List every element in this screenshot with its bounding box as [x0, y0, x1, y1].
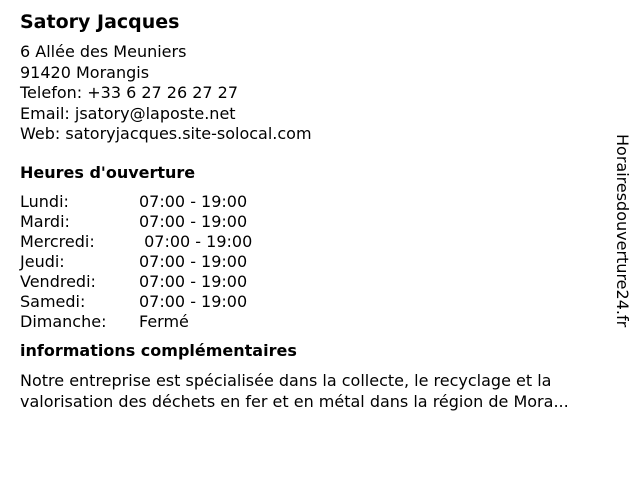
hours-day: Vendredi:	[20, 271, 96, 291]
address-block	[20, 42, 610, 145]
email-line: Email: jsatory@laposte.net	[20, 103, 236, 123]
opening-hours-heading: Heures d'ouverture	[20, 162, 196, 182]
hours-day: Mardi:	[20, 211, 70, 231]
hours-time: 07:00 - 19:00	[139, 191, 248, 211]
hours-day: Mercredi:	[20, 231, 95, 251]
hours-day: Lundi:	[20, 191, 69, 211]
business-name: Satory Jacques	[20, 11, 180, 33]
opening-hours-table	[20, 192, 252, 332]
additional-info-heading: informations complémentaires	[20, 340, 297, 360]
hours-row	[20, 232, 252, 252]
hours-time: Fermé	[139, 311, 189, 331]
hours-row	[20, 212, 252, 232]
hours-row	[20, 292, 252, 312]
street-address: 6 Allée des Meuniers	[20, 42, 187, 61]
hours-time: 07:00 - 19:00	[139, 251, 248, 271]
hours-time: 07:00 - 19:00	[139, 231, 253, 251]
city-postcode: 91420 Morangis	[20, 62, 150, 82]
hours-row	[20, 192, 252, 212]
hours-day: Samedi:	[20, 291, 86, 311]
site-watermark: Horairesdouverture24.fr	[613, 134, 632, 328]
hours-row	[20, 312, 252, 332]
business-card	[20, 8, 610, 412]
hours-time: 07:00 - 19:00	[139, 271, 248, 291]
hours-day: Dimanche:	[20, 311, 107, 331]
hours-row	[20, 272, 252, 292]
web-line: Web: satoryjacques.site-solocal.com	[20, 124, 312, 143]
hours-time: 07:00 - 19:00	[139, 291, 248, 311]
hours-day: Jeudi:	[20, 251, 65, 271]
hours-row	[20, 252, 252, 272]
phone-line: Telefon: +33 6 27 26 27 27	[20, 83, 239, 102]
additional-info-text: Notre entreprise est spécialisée dans la collecte, le recyclage et la valorisation des déchets en fer et en métal dans la région de Mora...	[20, 370, 569, 411]
hours-time: 07:00 - 19:00	[139, 211, 248, 231]
